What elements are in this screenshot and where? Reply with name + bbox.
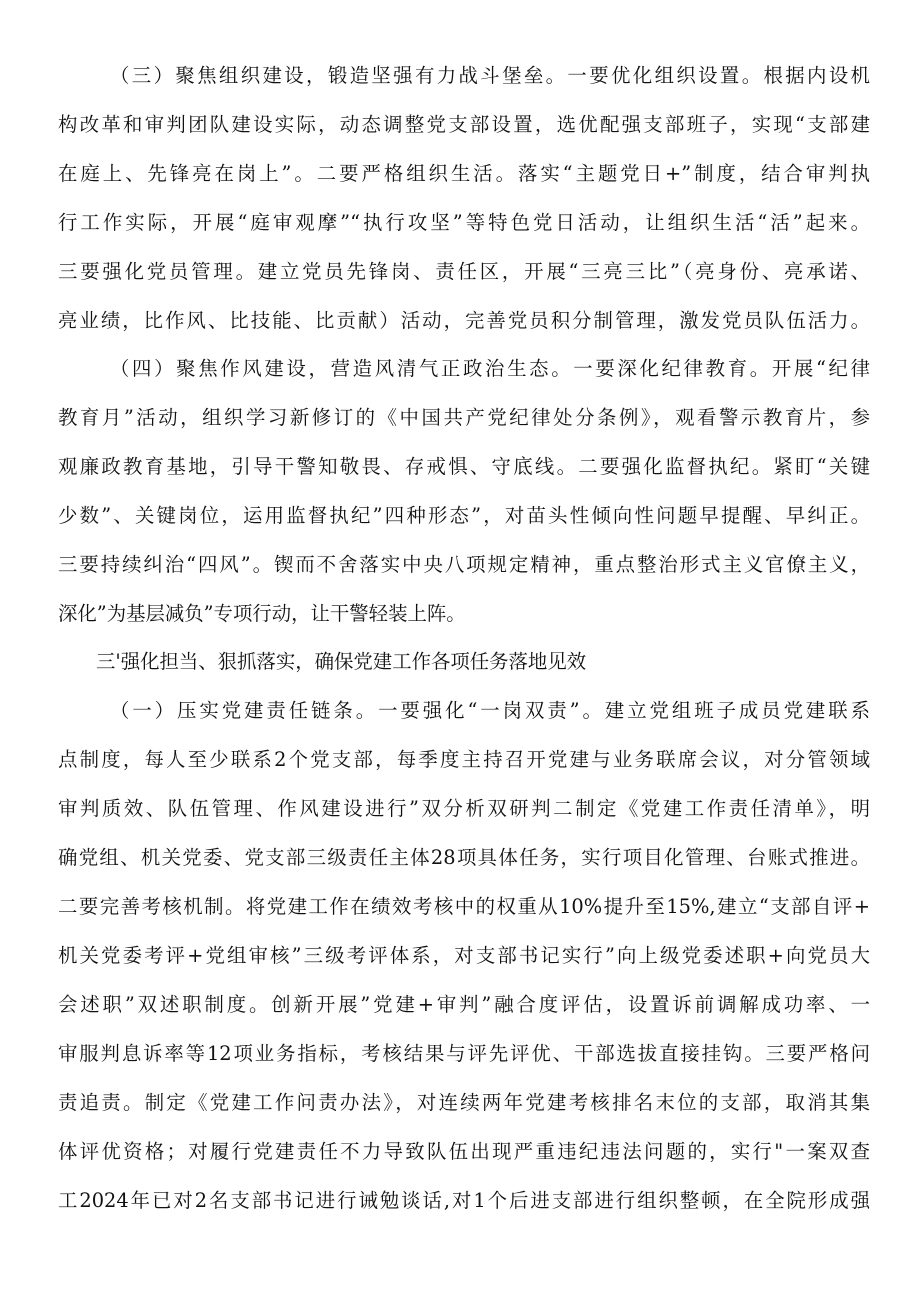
paragraph-3-line-5: 三要强化党员管理。建立党员先锋岗、责任区，开展“三亮三比”（亮身份、亮承诺、	[58, 260, 870, 283]
paragraph-3-line-6: 亮业绩，比作风、比技能、比贡献）活动，完善党员积分制管理，激发党员队伍活力。	[58, 309, 870, 332]
paragraph-4-line-4: 少数”、关键岗位，运用监督执纪”四种形态”，对苗头性倾向性问题早提醒、早纠正。	[58, 504, 870, 527]
paragraph-3-line-2: 构改革和审判团队建设实际，动态调整党支部设置，选优配强支部班子，实现“支部建	[58, 113, 870, 136]
section-heading-three: 三'强化担当、狠抓落实，确保党建工作各项任务落地见效	[96, 650, 587, 673]
paragraph-5-line-3: 审判质效、队伍管理、作风建设进行”双分析双研判二制定《党建工作责任清单》，明	[58, 797, 870, 820]
paragraph-5-line-9: 责追责。制定《党建工作问责办法》，对连续两年党建考核排名末位的支部，取消其集	[58, 1091, 870, 1114]
paragraph-5-line-6: 机关党委考评+党组审核”三级考评体系，对支部书记实行”向上级党委述职+向党员大	[58, 944, 870, 967]
paragraph-4-line-3: 观廉政教育基地，引导干警知敬畏、存戒惧、守底线。二要强化监督执纪。紧盯“关键	[58, 455, 870, 478]
paragraph-5-line-11: 工2024年已对2名支部书记进行诫勉谈话,对1个后进支部进行组织整顿，在全院形成强	[58, 1189, 870, 1212]
paragraph-5-line-1: （一）压实党建责任链条。一要强化“一岗双责”。建立党组班子成员党建联系	[110, 699, 870, 722]
paragraph-4-line-2: 教育月”活动，组织学习新修订的《中国共产党纪律处分条例》，观看警示教育片，参	[58, 406, 870, 429]
paragraph-4-line-5: 三要持续纠治“四风”。锲而不舍落实中央八项规定精神，重点整治形式主义官僚主义，	[58, 553, 870, 576]
paragraph-3-line-1: （三）聚焦组织建设，锻造坚强有力战斗堡垒。一要优化组织设置。根据内设机	[110, 64, 870, 87]
paragraph-3-line-3: 在庭上、先锋亮在岗上”。二要严格组织生活。落实“主题党日+”制度，结合审判执	[58, 162, 870, 185]
paragraph-4-line-1: （四）聚焦作风建设，营造风清气正政治生态。一要深化纪律教育。开展“纪律	[110, 357, 870, 380]
paragraph-5-line-5: 二要完善考核机制。将党建工作在绩效考核中的权重从10%提升至15%,建立“支部自评+	[58, 895, 870, 918]
paragraph-5-line-7: 会述职”双述职制度。创新开展”党建+审判”融合度评估，设置诉前调解成功率、一	[58, 993, 870, 1016]
paragraph-4-line-6: 深化”为基层减负”专项行动，让干警轻装上阵。	[58, 602, 466, 625]
paragraph-5-line-10: 体评优资格；对履行党建责任不力导致队伍出现严重违纪违法问题的，实行"一案双查	[58, 1140, 870, 1163]
paragraph-3-line-4: 行工作实际，开展“庭审观摩”“执行攻坚”等特色党日活动，让组织生活“活”起来。	[58, 211, 870, 234]
paragraph-5-line-4: 确党组、机关党委、党支部三级责任主体28项具体任务，实行项目化管理、台账式推进。	[58, 846, 870, 869]
paragraph-5-line-8: 审服判息诉率等12项业务指标，考核结果与评先评优、干部选拔直接挂钩。三要严格问	[58, 1042, 870, 1065]
paragraph-5-line-2: 点制度，每人至少联系2个党支部，每季度主持召开党建与业务联席会议，对分管领域	[58, 748, 870, 771]
